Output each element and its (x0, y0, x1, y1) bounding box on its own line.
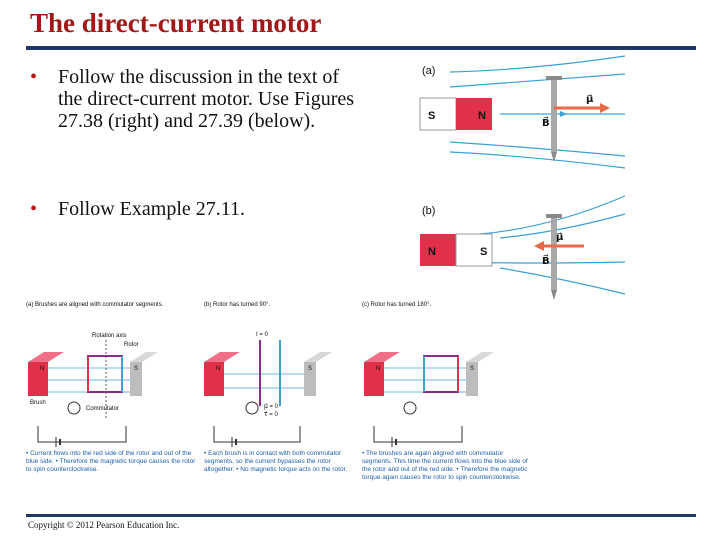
magnet-n-label: N (40, 366, 45, 372)
magnet-n-top (204, 352, 240, 362)
commutator (68, 402, 80, 414)
commutator (246, 402, 258, 414)
magnet-n-front (28, 362, 48, 396)
mu-zero-label: μ⃗ = 0 (264, 404, 278, 410)
rotation-axis-label: Rotation axis (92, 333, 127, 339)
figure-27-39-c (362, 298, 538, 508)
circuit-wire (38, 426, 126, 442)
b-label: B⃗ (542, 118, 550, 129)
b-label: B⃗ (542, 256, 550, 267)
bullet-1-text: Follow the discussion in the text of the direct-current motor. Use Figures 27.38 (right) and 27.39 (below). (58, 66, 355, 132)
figure-27-38-a (410, 52, 632, 170)
magnet-north (420, 234, 456, 266)
magnet-s-label: S (428, 110, 436, 122)
rotor-label: Rotor (124, 342, 139, 348)
mu-label: μ⃗ (586, 94, 594, 105)
field-arrow (560, 111, 567, 117)
magnet-s-label: S (308, 366, 313, 372)
figure-27-38-b (410, 190, 632, 308)
magnet-n-label: N (428, 246, 436, 258)
nail-shaft (551, 218, 557, 290)
panel-b-caption: • Each brush is in contact with both commutator segments, so the current bypasses the rotor altogether. • No magnetic torque acts on the rotor. (204, 450, 348, 473)
panel-a-label: (a) (422, 65, 436, 77)
bullet-2-text: Follow Example 27.11. (58, 198, 246, 220)
mu-label: μ⃗ (556, 232, 564, 243)
nail-shaft (551, 80, 557, 152)
figure-27-39-a (26, 298, 202, 508)
circuit-wire (374, 426, 462, 442)
magnet-n-label: N (376, 366, 381, 372)
figure-27-39-b (204, 298, 362, 508)
field-line (500, 268, 625, 294)
slide-title: The direct-current motor (30, 8, 322, 38)
bullet-marker: • (30, 66, 38, 88)
commutator (404, 402, 416, 414)
torque-zero-label: τ⃗ = 0 (264, 412, 278, 418)
footer-rule (26, 514, 696, 517)
copyright-notice: Copyright © 2012 Pearson Education Inc. (28, 520, 180, 530)
nail-tip (551, 290, 557, 300)
commutator-label: Commutator (86, 406, 120, 412)
magnet-s-label: S (134, 366, 139, 372)
nail-head (546, 214, 562, 218)
magnet-n-label: N (478, 110, 486, 122)
magnet-s-top (304, 352, 332, 362)
title-rule (26, 46, 696, 50)
magnet-n-front (204, 362, 224, 396)
circuit-wire (214, 426, 300, 442)
panel-c-heading: (c) Rotor has turned 180°. (362, 302, 432, 308)
mu-arrowhead (600, 103, 610, 113)
magnet-s-label: S (470, 366, 475, 372)
magnet-s-label: S (480, 246, 488, 258)
panel-c-caption: • The brushes are again aligned with commutator segments. This time the current flows into the blue side of the rotor and out of the red side. • Therefore the magnetic torque again causes the rotor to spin counterclockwise. (362, 450, 528, 481)
panel-b-heading: (b) Rotor has turned 90°. (204, 302, 271, 308)
field-line (450, 152, 625, 168)
bullet-2 (30, 198, 360, 220)
field-line (450, 56, 625, 72)
rotor-loop (88, 356, 122, 392)
bullet-marker: • (30, 198, 38, 220)
mu-arrowhead (534, 241, 544, 251)
magnet-south (420, 98, 456, 130)
brush-label: Brush (30, 400, 46, 406)
field-line (450, 74, 625, 87)
magnet-n-front (364, 362, 384, 396)
magnet-s-top (466, 352, 494, 362)
panel-a-caption: • Current flows into the red side of the rotor and out of the blue side. • Therefore the magnetic torque causes the rotor to spin counterclockwise. (26, 450, 196, 473)
magnet-n-top (364, 352, 400, 362)
magnet-s-top (130, 352, 158, 362)
magnet-n-label: N (216, 366, 221, 372)
bullet-1 (30, 66, 360, 132)
panel-b-label: (b) (422, 205, 436, 217)
rotor-loop (424, 356, 458, 392)
magnet-north (456, 98, 492, 130)
magnet-n-top (28, 352, 64, 362)
nail-head (546, 76, 562, 80)
panel-a-heading: (a) Brushes are aligned with commutator segments. (26, 302, 164, 308)
current-zero-label: I = 0 (256, 332, 268, 338)
